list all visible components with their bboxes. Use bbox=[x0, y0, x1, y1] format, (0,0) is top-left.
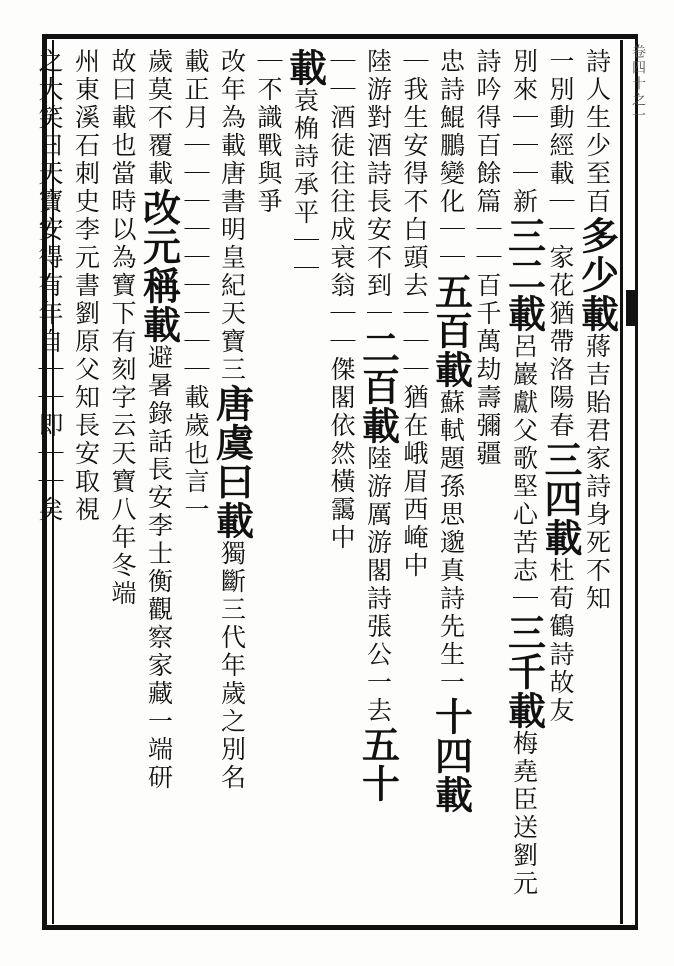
headword: 二百載 bbox=[355, 328, 401, 445]
text-segment: 去｜｜｜猶在峨眉西崦中 bbox=[400, 272, 429, 580]
text-segment: 避暑錄話長安李士衡觀察家藏一端研 bbox=[144, 344, 174, 792]
text-segment: 改年為載 bbox=[217, 48, 247, 160]
text-column bbox=[34, 48, 64, 918]
text-column bbox=[399, 48, 429, 918]
text-column bbox=[71, 48, 101, 918]
text-segment: ｜｜酒徒往往成衰翁 bbox=[327, 48, 356, 300]
text-segment: ｜我生安得不白頭 bbox=[400, 48, 429, 272]
text-segment: ｜｜家花猶帶洛陽春 bbox=[546, 188, 575, 440]
text-column bbox=[107, 48, 137, 918]
text-column bbox=[574, 48, 620, 918]
text-column bbox=[428, 48, 474, 918]
text-segment: 獨斷三代年歲之別名 bbox=[217, 540, 247, 792]
text-segment: 一別動經載 bbox=[546, 48, 575, 188]
text-segment: 當時以為寶下有刻字云天寶八年冬端 bbox=[108, 160, 137, 608]
headword: 改元稱載 bbox=[136, 188, 182, 344]
text-column bbox=[538, 48, 583, 918]
text-column bbox=[253, 48, 283, 918]
text-segment: 詩吟得百餘篇 bbox=[473, 48, 502, 216]
headword: 三千載 bbox=[501, 613, 547, 730]
text-segment: 忠詩鯤鵬變化｜｜ bbox=[436, 48, 466, 272]
headword: 五百載 bbox=[428, 272, 474, 389]
text-segment: 蘇軾題孫思邈真詩先生一 bbox=[436, 389, 466, 697]
text-segment: 呂巖獻父歌堅心苦志｜ bbox=[509, 333, 539, 613]
text-segment: 陸游厲游閣詩張公一去 bbox=[363, 445, 393, 725]
headword: 載 bbox=[282, 48, 328, 87]
text-column bbox=[355, 48, 401, 918]
text-segment: 州東溪石刺史李元書劉原父知長安取視 bbox=[71, 48, 101, 524]
text-column bbox=[326, 48, 356, 918]
text-segment: ｜｜｜｜｜載歲也言一 bbox=[181, 244, 210, 524]
headword: 三四載 bbox=[538, 440, 583, 557]
headword: 三二載 bbox=[501, 216, 547, 333]
text-segment: ｜｜百千萬劫壽彌疆 bbox=[473, 216, 502, 468]
headword: 唐虞曰載 bbox=[209, 384, 255, 540]
text-segment: 唐書明皇紀天寶三 bbox=[217, 160, 247, 384]
text-column bbox=[136, 48, 182, 918]
text-segment: 袁桷詩承平｜｜ bbox=[290, 87, 320, 283]
inner-rule-right bbox=[620, 40, 623, 924]
text-segment: 陸游對酒詩長安不到｜ bbox=[363, 48, 393, 328]
text-segment: 蔣吉貽君家詩身死不知 bbox=[582, 333, 612, 613]
text-segment: 詩人生少至百 bbox=[582, 48, 612, 216]
text-segment: 故曰載也 bbox=[108, 48, 137, 160]
text-segment: 歲莫不覆載 bbox=[144, 48, 174, 188]
text-column bbox=[209, 48, 255, 918]
text-segment: 別來｜｜｜新 bbox=[509, 48, 539, 216]
text-segment: ｜不識戰與爭 bbox=[254, 48, 283, 216]
text-column bbox=[180, 48, 210, 918]
text-segment: 載正月｜｜｜｜ bbox=[181, 48, 210, 244]
headword: 十四載 bbox=[428, 697, 474, 814]
text-column bbox=[501, 48, 547, 918]
text-segment: 杜荀鶴詩故友 bbox=[546, 557, 575, 725]
fishtail-mark bbox=[626, 290, 638, 326]
text-column bbox=[472, 48, 502, 918]
text-segment: 梅堯臣送劉元 bbox=[509, 730, 539, 898]
text-segment: 之大笑曰天寶安得有年自｜｜即｜｜矣 bbox=[35, 48, 64, 524]
margin-header: 卷四十之一 bbox=[630, 44, 646, 124]
headword: 五十 bbox=[355, 725, 401, 803]
headword: 多少載 bbox=[574, 216, 620, 333]
text-column bbox=[282, 48, 328, 918]
text-segment: ｜｜傑閣依然橫靄中 bbox=[327, 300, 356, 552]
